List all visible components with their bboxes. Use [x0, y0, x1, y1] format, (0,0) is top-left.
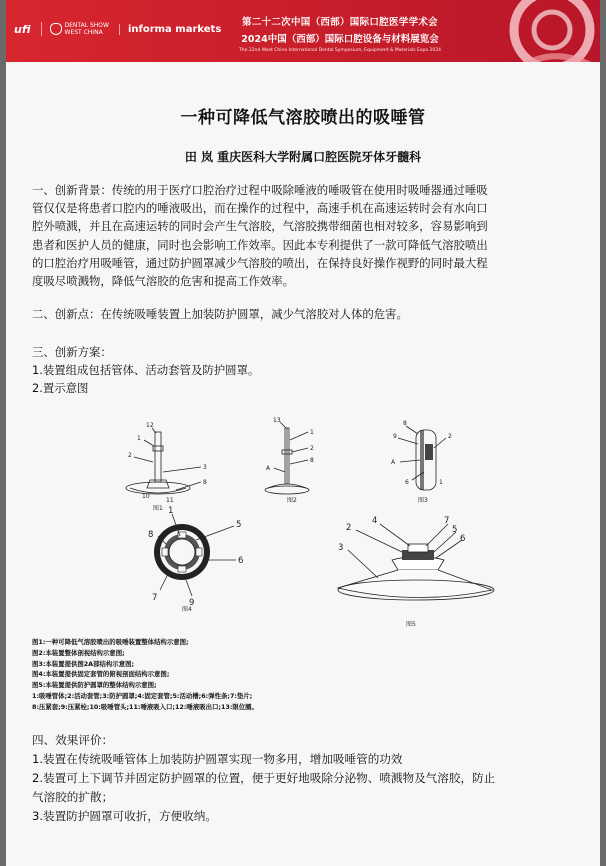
- scheme-item: 2.置示意图: [32, 381, 89, 395]
- fig2-label-2: 2: [310, 445, 314, 452]
- conference-title-cn: 第二十二次中国（西部）国际口腔医学学术会: [241, 17, 438, 28]
- evaluation-section: [32, 731, 584, 826]
- evaluation-item: 气溶胶的扩散；: [32, 790, 114, 804]
- conference-titles: [210, 14, 470, 53]
- legend-line: 8:压紧套;9:压紧栓;10:吸唾管头;11:唾液吸入口;12:唾液吸出口;13:限位圈。: [32, 702, 258, 711]
- fig3-label-8: 8: [403, 420, 407, 427]
- dental-show-name: DENTAL SHOW: [64, 22, 109, 29]
- background-line: 患者和医护人员的健康，同时也会影响工作效率。因此本专利提供了一款可降低气溶胶喷出: [32, 237, 488, 252]
- informa-logo: informa markets: [119, 24, 221, 35]
- fig5-label-6: 6: [460, 534, 466, 544]
- background-line: 一、创新背景：传统的用于医疗口腔治疗过程中吸除唾液的唾吸管在使用时吸唾器通过唾吸: [32, 183, 488, 197]
- sponsor-logos: [14, 22, 221, 36]
- fig4-label-5: 5: [236, 520, 242, 530]
- figure-1: [126, 422, 207, 512]
- legend-line: 图1:一种可降低气溶胶喷出的吸唾装置整体结构示意图;: [32, 638, 189, 646]
- fig2-label-8: 8: [310, 457, 314, 464]
- legend-line: 1:吸唾管体;2:活动套管;3:防护圆罩;4:固定套管;5:活动槽;6:弹性条;7:垫片;: [32, 691, 253, 700]
- background-section: [32, 181, 584, 290]
- expo-title-cn: 2024中国（西部）国际口腔设备与材料展览会: [241, 34, 439, 45]
- fig1-caption: 图1: [153, 505, 163, 512]
- evaluation-item: 2.装置可上下调节并固定防护圆罩的位置，便于更好地吸除分泌物、喷溅物及气溶胶，防止: [32, 771, 496, 785]
- fig5-caption: 图5: [406, 621, 416, 628]
- legend-line: 图2:本装置整体剖视结构示意图;: [32, 648, 125, 657]
- fig5-label-5: 5: [452, 525, 458, 535]
- fig1-label-2: 2: [128, 452, 132, 459]
- fig3-caption: 图3: [418, 497, 428, 504]
- figure-2: [265, 417, 314, 504]
- fig4-label-8: 8: [148, 530, 154, 540]
- scheme-item: 1.装置组成包括管体、活动套管及防护圆罩。: [32, 363, 260, 377]
- background-line: 度吸尽喷溅物，降低气溶胶的危害和提高工作效率。: [32, 274, 294, 289]
- innovation-section: 二、创新点：在传统吸唾装置上加装防护圆罩，减少气溶胶对人体的危害。: [32, 307, 408, 321]
- figures-drawing: [6, 410, 600, 635]
- scheme-section: [32, 343, 584, 397]
- fig2-label-a: A: [266, 465, 271, 472]
- poster-title: 一种可降低气溶胶喷出的吸唾管: [180, 108, 426, 128]
- fig1-label-12: 12: [146, 422, 154, 429]
- fig4-label-9: 9: [189, 598, 195, 608]
- figure-legend: [32, 637, 512, 713]
- ufi-logo: ufi: [14, 22, 31, 36]
- fig1-label-1: 1: [137, 435, 141, 442]
- fig3-label-1: 1: [439, 479, 443, 486]
- fig4-label-6: 6: [238, 556, 244, 566]
- fig5-label-2: 2: [346, 523, 352, 533]
- legend-line: 图3:本装置提供图2A部结构示意图;: [32, 659, 135, 668]
- fig1-label-10: 10: [142, 493, 150, 500]
- dental-show-sub: WEST CHINA: [64, 29, 103, 36]
- fig4-caption: 图4: [182, 606, 192, 613]
- fig1-label-11: 11: [166, 497, 174, 504]
- tooth-icon: [50, 23, 62, 35]
- fig5-label-4: 4: [372, 516, 378, 526]
- header-banner: [6, 0, 600, 62]
- decorative-swirl-icon: [490, 0, 600, 62]
- fig3-label-a: A: [391, 459, 396, 466]
- background-line: 的口腔治疗用吸唾管，通过防护圆罩减少气溶胶的喷出，在保持良好操作视野的同时最大程: [32, 255, 488, 270]
- dental-show-logo: [41, 22, 109, 36]
- fig5-label-3: 3: [338, 543, 344, 553]
- figure-4: [148, 506, 243, 613]
- scheme-heading: 三、创新方案：: [32, 345, 112, 359]
- poster-sheet: [6, 0, 600, 866]
- fig2-label-1: 1: [310, 429, 314, 436]
- legend-line: 图5:本装置提供防护圆罩的整体结构示意图;: [32, 681, 157, 690]
- fig2-caption: 图2: [287, 497, 297, 504]
- fig5-label-7: 7: [444, 516, 450, 526]
- schematic-figures: [6, 410, 600, 635]
- fig4-label-1: 1: [168, 506, 174, 516]
- conference-title-en: The 22nd West China International Dental Symposium, Equipment & Materials Expo 2024: [239, 48, 441, 53]
- fig1-label-3: 3: [203, 464, 207, 471]
- fig3-label-9: 9: [393, 433, 397, 440]
- background-line: 腔外喷溅，并且在高速运转的同时会产生气溶胶，气溶胶携带细菌也相对较多，容易影响到: [32, 219, 488, 234]
- evaluation-item: 3.装置防护圆罩可收折，方便收纳。: [32, 809, 217, 823]
- figure-5: [338, 516, 494, 628]
- evaluation-item: 1.装置在传统吸唾管体上加装防护圆罩实现一物多用，增加吸唾管的功效: [32, 752, 403, 766]
- figure-3: [391, 420, 452, 504]
- fig3-label-6: 6: [405, 479, 409, 486]
- author-line: 田 岚 重庆医科大学附属口腔医院牙体牙髓科: [184, 150, 422, 164]
- fig4-label-7: 7: [152, 593, 158, 603]
- fig3-label-2: 2: [448, 433, 452, 440]
- legend-line: 图4:本装置提供固定套管的俯视剖面结构示意图;: [32, 670, 170, 679]
- fig2-label-13: 13: [273, 417, 281, 424]
- fig1-label-8: 8: [203, 479, 207, 486]
- background-line: 管仅仅是将患者口腔内的唾液吸出，而在操作的过程中，高速手机在高速运转时会有水向口: [32, 201, 488, 216]
- evaluation-heading: 四、效果评价：: [32, 733, 114, 747]
